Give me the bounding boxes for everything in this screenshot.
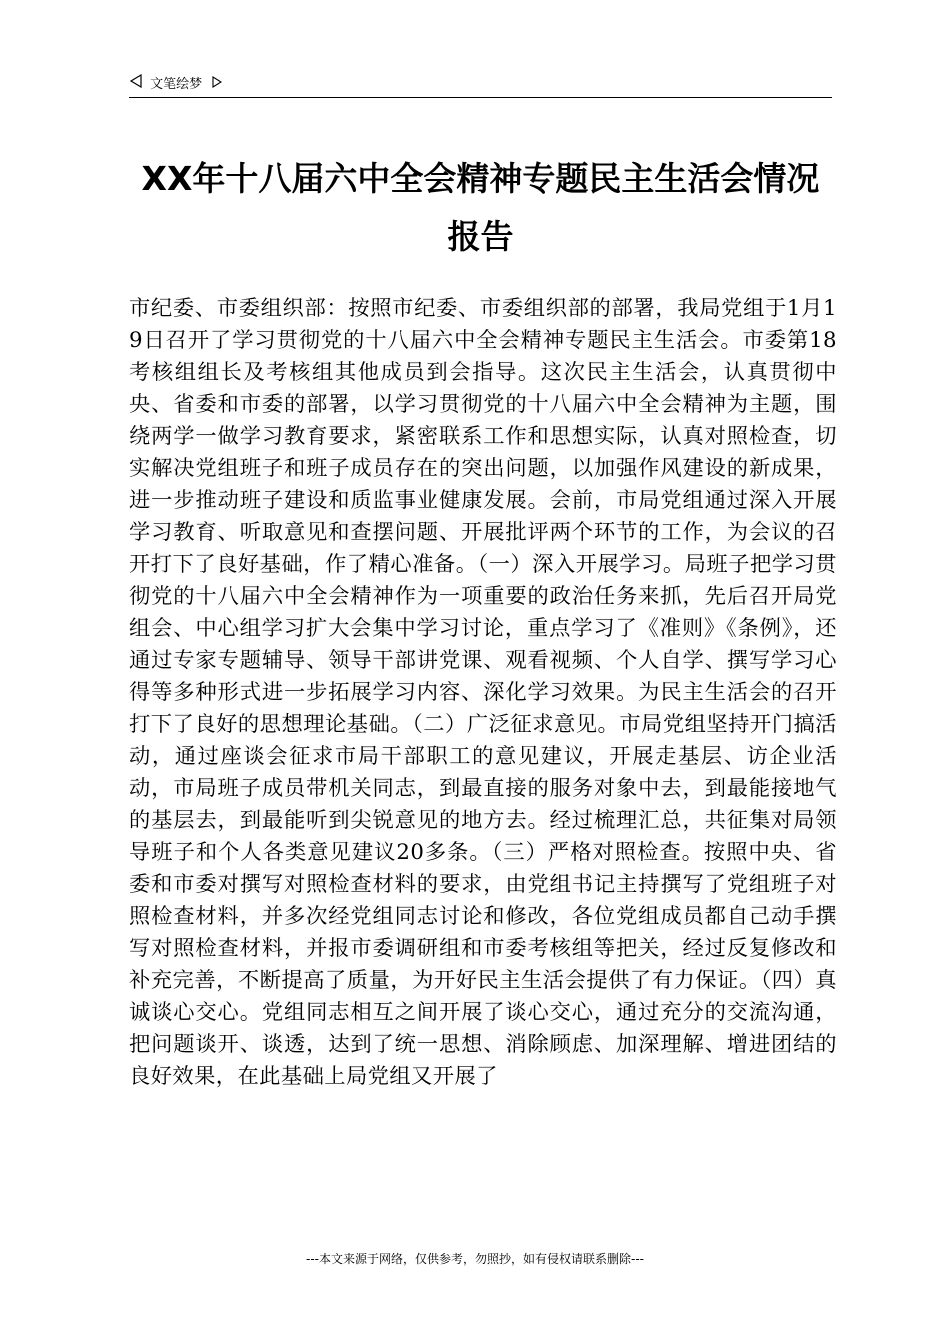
page-footer: ---本文来源于网络，仅供参考，勿照抄，如有侵权请联系删除---: [306, 1252, 644, 1266]
triangle-left-icon: [129, 74, 143, 96]
triangle-right-icon: [212, 74, 222, 96]
page-header: [129, 74, 832, 96]
document-title: XX年十八届六中全会精神专题民主生活会情况报告: [141, 159, 820, 256]
document-body: 市纪委、市委组织部：按照市纪委、市委组织部的部署，我局党组于1月19日召开了学习贯彻党的十八届六中全会精神专题民主生活会。市委第18考核组组长及考核组其他成员到会指导。这次民主生活会，认真贯彻中央、省委和市委的部署，以学习贯彻党的十八届六中全会精神为主题，围绕两学一做学习教育要求，紧密联系工作和思想实际，认真对照检查，切实解决党组班子和班子成员存在的突出问题，以加强作风建设的新成果，进一步推动班子建设和质监事业健康发展。会前，市局党组通过深入开展学习教育、听取意见和查摆问题、开展批评两个环节的工作，为会议的召开打下了良好基础，作了精心准备。（一）深入开展学习。局班子把学习贯彻党的十八届六中全会精神作为一项重要的政治任务来抓，先后召开局党组会、中心组学习扩大会集中学习讨论，重点学习了《准则》《条例》，还通过专家专题辅导、领导干部讲党课、观看视频、个人自学、撰写学习心得等多种形式进一步拓展学习内容、深化学习效果。为民主生活会的召开打下了良好的思想理论基础。（二）广泛征求意见。市局党组坚持开门搞活动，通过座谈会征求市局干部职工的意见建议，开展走基层、访企业活动，市局班子成员带机关同志，到最直接的服务对象中去，到最能接地气的基层去，到最能听到尖锐意见的地方去。经过梳理汇总，共征集对局领导班子和个人各类意见建议20多条。（三）严格对照检查。按照中央、省委和市委对撰写对照检查材料的要求，由党组书记主持撰写了党组班子对照检查材料，并多次经党组同志讨论和修改，各位党组成员都自己动手撰写对照检查材料，并报市委调研组和市委考核组等把关，经过反复修改和补充完善，不断提高了质量，为开好民主生活会提供了有力保证。（四）真诚谈心交心。党组同志相互之间开展了谈心交心，通过充分的交流沟通，把问题谈开、谈透，达到了统一思想、消除顾虑、加深理解、增进团结的良好效果，在此基础上局党组又开展了: [129, 296, 837, 1089]
header-divider: [129, 97, 832, 98]
header-label: 文笔绘梦: [150, 77, 203, 92]
